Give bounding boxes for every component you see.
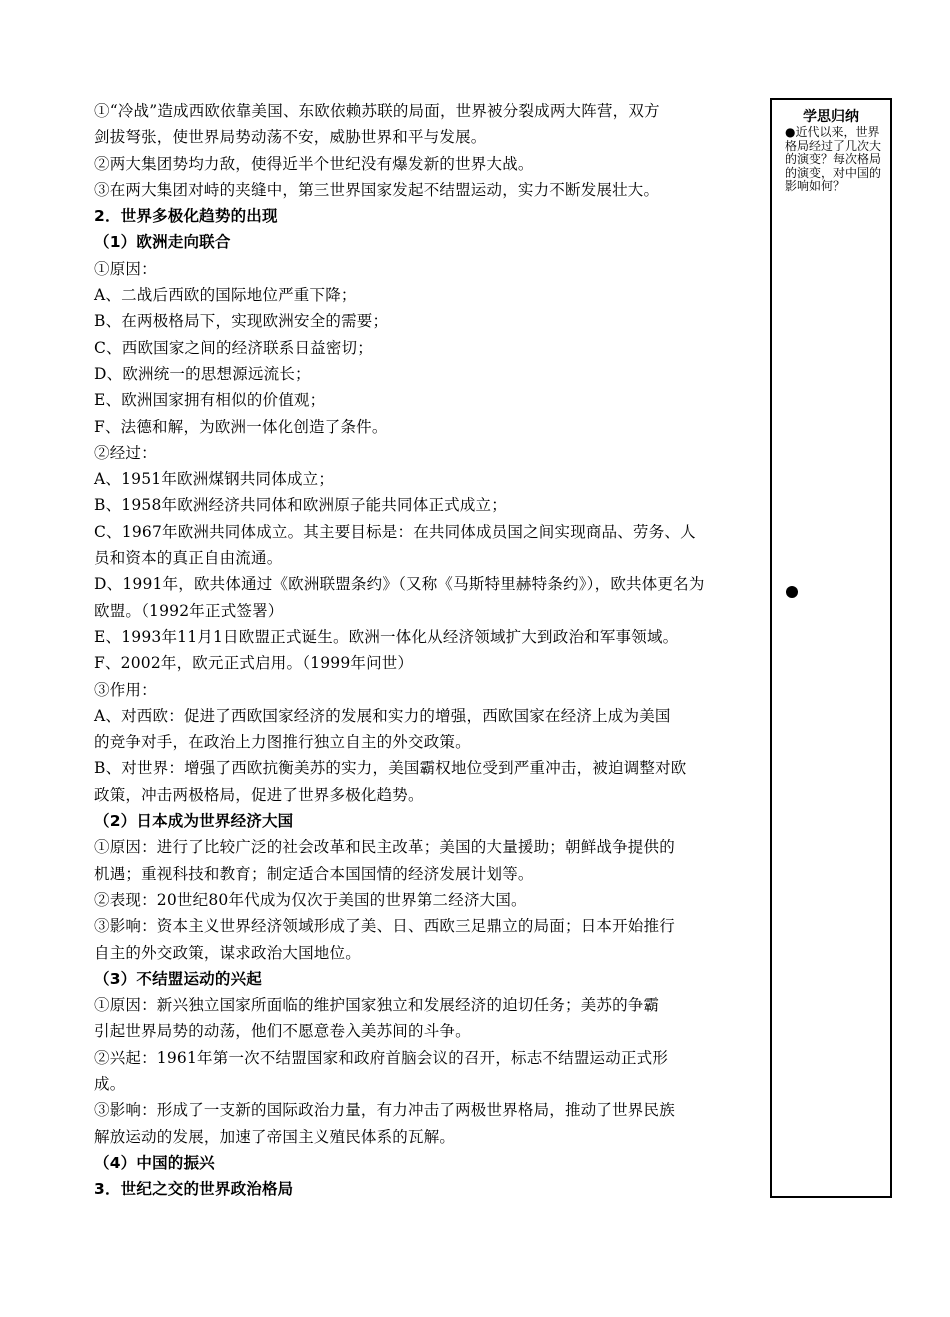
section-heading: （4）中国的振兴 <box>94 1153 215 1172</box>
reflection-title: 学思归纳 <box>803 109 859 125</box>
text-line: ③作用： <box>94 680 157 699</box>
reflection-box <box>770 98 892 1198</box>
text-line: ②兴起：1961年第一次不结盟国家和政府首脑会议的召开，标志不结盟运动正式形 <box>94 1048 669 1067</box>
text-line: 剑拔弩张，使世界局势动荡不安，威胁世界和平与发展。 <box>94 128 487 147</box>
section-heading: （1）欧洲走向联合 <box>94 233 231 252</box>
bullet-icon <box>786 586 798 598</box>
text-line: F、法德和解，为欧洲一体化创造了条件。 <box>94 417 388 436</box>
text-line: C、西欧国家之间的经济联系日益密切； <box>94 338 373 357</box>
section-heading: （3）不结盟运动的兴起 <box>94 969 262 988</box>
text-line: 欧盟。（1992年正式签署） <box>94 601 284 620</box>
text-line: 员和资本的真正自由流通。 <box>94 549 283 568</box>
text-line: B、1958年欧洲经济共同体和欧洲原子能共同体正式成立； <box>94 496 507 515</box>
text-line: D、欧洲统一的思想源远流长； <box>94 364 311 383</box>
text-line: ③在两大集团对峙的夹缝中，第三世界国家发起不结盟运动，实力不断发展壮大。 <box>94 180 660 199</box>
text-line: 引起世界局势的动荡，他们不愿意卷入美苏间的斗争。 <box>94 1022 471 1041</box>
text-line: E、欧洲国家拥有相似的价值观； <box>94 391 326 410</box>
text-line: E、1993年11月1日欧盟正式诞生。欧洲一体化从经济领域扩大到政治和军事领域。 <box>94 627 679 646</box>
main-content <box>94 98 764 1202</box>
text-line: B、对世界：增强了西欧抗衡美苏的实力，美国霸权地位受到严重冲击，被迫调整对欧 <box>94 759 687 778</box>
text-line: ①原因： <box>94 259 157 278</box>
text-line: A、对西欧：促进了西欧国家经济的发展和实力的增强，西欧国家在经济上成为美国 <box>94 706 671 725</box>
text-line: ③影响：形成了一支新的国际政治力量，有力冲击了两极世界格局，推动了世界民族 <box>94 1101 675 1120</box>
text-line: A、二战后西欧的国际地位严重下降； <box>94 286 357 305</box>
text-line: 的竞争对手，在政治上力图推行独立自主的外交政策。 <box>94 733 471 752</box>
text-line: F、2002年，欧元正式启用。（1999年问世） <box>94 654 414 673</box>
section-heading: （2）日本成为世界经济大国 <box>94 812 294 831</box>
text-line: ①原因：新兴独立国家所面临的维护国家独立和发展经济的迫切任务；美苏的争霸 <box>94 996 660 1015</box>
text-line: 自主的外交政策，谋求政治大国地位。 <box>94 943 361 962</box>
text-line: D、1991年，欧共体通过《欧洲联盟条约》（又称《马斯特里赫特条约》），欧共体更名为 <box>94 575 705 594</box>
text-line: 机遇；重视科技和教育；制定适合本国国情的经济发展计划等。 <box>94 864 534 883</box>
text-line: ③影响：资本主义世界经济领域形成了美、日、西欧三足鼎立的局面；日本开始推行 <box>94 917 675 936</box>
section-heading: 2．世界多极化趋势的出现 <box>94 207 278 226</box>
text-line: 解放运动的发展，加速了帝国主义殖民体系的瓦解。 <box>94 1127 456 1146</box>
text-line: B、在两极格局下，实现欧洲安全的需要； <box>94 312 389 331</box>
text-line: 成。 <box>94 1074 126 1093</box>
text-line: ②表现：20世纪80年代成为仅次于美国的世界第二经济大国。 <box>94 890 527 909</box>
section-heading: 3．世纪之交的世界政治格局 <box>94 1180 294 1199</box>
text-line: ②两大集团势均力敌，使得近半个世纪没有爆发新的世界大战。 <box>94 154 534 173</box>
text-line: C、1967年欧洲共同体成立。其主要目标是：在共同体成员国之间实现商品、劳务、人 <box>94 522 696 541</box>
text-line: ②经过： <box>94 443 157 462</box>
text-line: ①原因：进行了比较广泛的社会改革和民主改革；美国的大量援助；朝鲜战争提供的 <box>94 838 675 857</box>
text-line: 政策，冲击两极格局，促进了世界多极化趋势。 <box>94 785 424 804</box>
text-line: ①“冷战”造成西欧依靠美国、东欧依赖苏联的局面，世界被分裂成两大阵营，双方 <box>94 102 660 120</box>
text-line: A、1951年欧洲煤钢共同体成立； <box>94 470 335 489</box>
reflection-question: ●近代以来，世界格局经过了几次大的演变？每次格局的演变，对中国的影响如何？ <box>785 125 882 193</box>
